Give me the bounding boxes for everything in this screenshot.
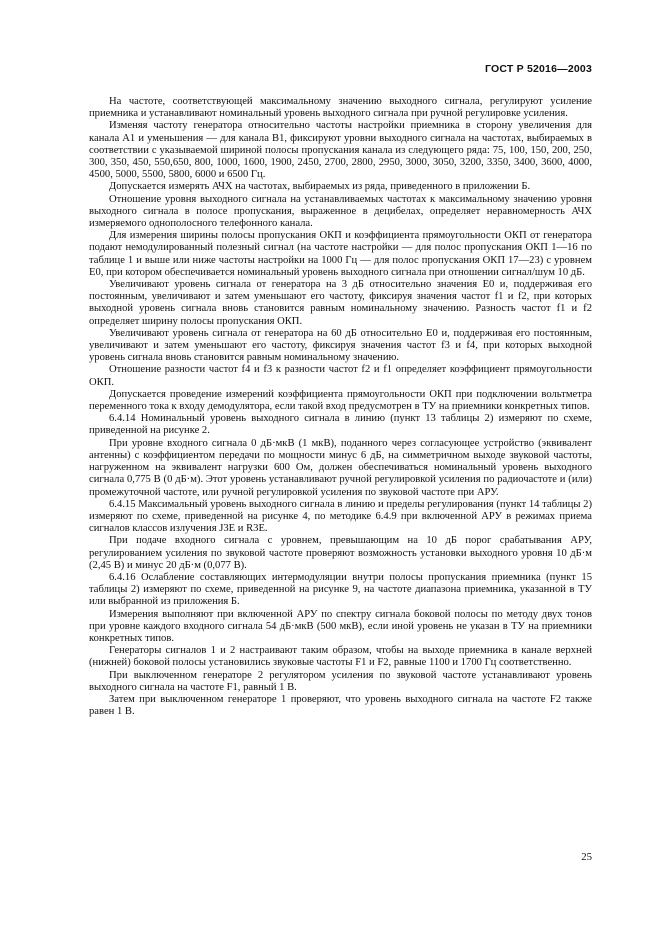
paragraph: Для измерения ширины полосы пропускания ОКП и коэффициента прямоугольности ОКП от генератора подают немодулированный полезный сигнал (на частоте настройки — для полос пропускания ОКП 1—16 по таблице 1 и выше или ниже частоты настройки на 1000 Гц — для полос пропускания ОКП 17—23) с уровнем E0, при котором обеспечивается номинальный уровень выходного сигнала при отношении сигнал/шум 10 дБ. (89, 230, 592, 278)
page-number: 25 (581, 851, 592, 863)
paragraph: Генераторы сигналов 1 и 2 настраивают таким образом, чтобы на выходе приемника в канале верхней (нижней) боковой полосы установились звуковые частоты F1 и F2, равные 1100 и 1700 Гц соответственно. (89, 645, 592, 669)
paragraph: Изменяя частоту генератора относительно частоты настройки приемника в сторону увеличения для канала A1 и уменьшения — для канала B1, фиксируют уровни выходного сигнала на частотах, выбираемых в соответствии с указываемой шириной полосы пропускания канала из следующего ряда: 75, 100, 150, 200, 250, 300, 350, 450, 550,650, 800, 1000, 1600, 1900, 2450, 2700, 2800, 2950, 3000, 3050, 3200, 3350, 3400, 3600, 4000, 4500, 5000, 5500, 5800, 6000 и 6500 Гц. (89, 120, 592, 181)
paragraph: При подаче входного сигнала с уровнем, превышающим на 10 дБ порог срабатывания АРУ, регулированием усиления по звуковой частоте проверяют возможность установки выходного уровня 10 дБ·м (2,45 В) и минус 20 дБ·м (0,077 В). (89, 535, 592, 571)
paragraph: Отношение разности частот f4 и f3 к разности частот f2 и f1 определяет коэффициент прямоугольности ОКП. (89, 364, 592, 388)
paragraph: Измерения выполняют при включенной АРУ по спектру сигнала боковой полосы по методу двух тонов при уровне каждого входного сигнала 54 дБ·мкВ (500 мкВ), если иной уровень не указан в ТУ на приемники конкретных типов. (89, 608, 592, 644)
paragraph: На частоте, соответствующей максимальному значению выходного сигнала, регулируют усиление приемника и устанавливают номинальный уровень выходного сигнала при ручной регулировке усиления. (89, 96, 592, 120)
paragraph: При выключенном генераторе 2 регулятором усиления по звуковой частоте устанавливают уровень выходного сигнала на частоте F1, равный 1 В. (89, 669, 592, 693)
paragraph: Отношение уровня выходного сигнала на устанавливаемых частотах к максимальному значению уровня выходного сигнала в полосе пропускания, выраженное в децибелах, определяет неравномерность АЧХ измеряемого однополосного телефонного канала. (89, 193, 592, 230)
paragraph: При уровне входного сигнала 0 дБ·мкВ (1 мкВ), поданного через согласующее устройство (эквивалент антенны) с коэффициентом передачи по мощности минус 6 дБ, на симметричном выходе звуковой частоты, нагруженном на эквивалент нагрузки 600 Ом, должен обеспечиваться номинальный уровень выходного сигнала 0,775 В (0 дБ·м). Этот уровень устанавливают ручной регулировкой усиления по радиочастоте и (или) промежуточной частоте, или ручной регулировкой усиления по звуковой частоте при АРУ. (89, 437, 592, 498)
clause-6-4-14: 6.4.14 Номинальный уровень выходного сигнала в линию (пункт 13 таблицы 2) измеряют по схеме, приведенной на рисунке 2. (89, 413, 592, 437)
paragraph: Увеличивают уровень сигнала от генератора на 60 дБ относительно E0 и, поддерживая его постоянным, увеличивают и затем уменьшают его частоту, фиксируя значения частот f3 и f4, при которых выходной уровень сигнала вновь становится равным номинальному значению. (89, 327, 592, 364)
paragraph: Допускается проведение измерений коэффициента прямоугольности ОКП при подключении вольтметра переменного тока к входу демодулятора, если такой вход предусмотрен в ТУ на приемники конкретных типов. (89, 388, 592, 413)
standard-designation: ГОСТ Р 52016—2003 (484, 63, 592, 75)
document-body (89, 96, 592, 718)
paragraph: Увеличивают уровень сигнала от генератора на 3 дБ относительно значения E0 и, поддерживая его постоянным, увеличивают и затем уменьшают его частоту, фиксируя значения частот f1 и f2, при которых выходной уровень сигнала вновь становится равным номинальному значению. Разность частот f1 и f2 определяет ширину полосы пропускания ОКП. (89, 279, 592, 327)
paragraph: Допускается измерять АЧХ на частотах, выбираемых из ряда, приведенного в приложении Б. (109, 181, 531, 193)
clause-6-4-16: 6.4.16 Ослабление составляющих интермодуляции внутри полосы пропускания приемника (пункт 15 таблицы 2) измеряют по схеме, приведенной на рисунке 9, на частоте диапазона приемника, указанной в ТУ или выбранной из приложения Б. (89, 571, 592, 608)
paragraph: Затем при выключенном генераторе 1 проверяют, что уровень выходного сигнала на частоте F2 также равен 1 В. (89, 693, 592, 718)
clause-6-4-15: 6.4.15 Максимальный уровень выходного сигнала в линию и пределы регулирования (пункт 14 таблицы 2) измеряют по схеме, приведенной на рисунке 4, по методике 6.4.9 при включенной АРУ в режимах приема сигналов классов излучения J3E и R3E. (89, 498, 592, 535)
